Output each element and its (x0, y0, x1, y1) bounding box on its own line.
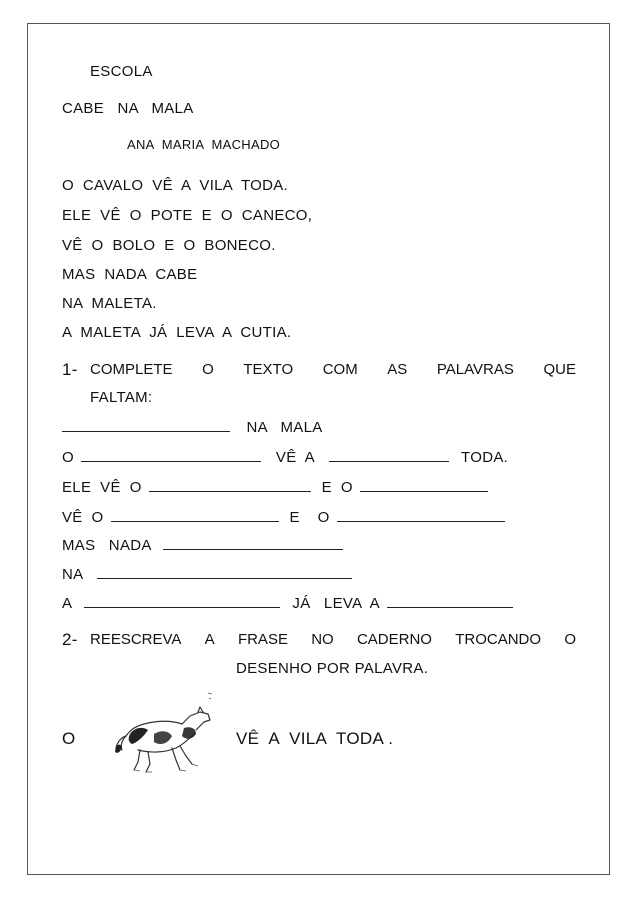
fill-text: E O (289, 509, 330, 526)
instruction-word: COM (322, 361, 358, 378)
instruction-word: NO (311, 631, 334, 648)
answer-blank[interactable] (111, 509, 279, 522)
fill-text: O (62, 449, 74, 466)
instruction-word: CADERNO (356, 631, 432, 648)
story-line: NA MALETA. (62, 295, 157, 312)
exercise-1-instruction-cont: FALTAM: (90, 389, 153, 406)
fill-line-1 (62, 419, 323, 436)
answer-blank[interactable] (337, 509, 505, 522)
fill-text: NA MALA (246, 419, 323, 436)
exercise-2-instruction (90, 631, 576, 648)
fill-text: E O (321, 479, 353, 496)
fill-line-2 (62, 449, 508, 466)
instruction-word: TEXTO (243, 361, 294, 378)
fill-line-5 (62, 537, 343, 554)
answer-blank[interactable] (360, 479, 488, 492)
story-line: ELE VÊ O POTE E O CANECO, (62, 207, 313, 224)
story-line: VÊ O BOLO E O BONECO. (62, 237, 276, 254)
answer-blank[interactable] (163, 537, 343, 550)
fill-text: TODA. (461, 449, 509, 466)
story-title: CABE NA MALA (62, 100, 194, 117)
answer-blank[interactable] (149, 479, 311, 492)
story-line: O CAVALO VÊ A VILA TODA. (62, 177, 289, 194)
fill-line-7 (62, 595, 513, 612)
instruction-word: AS (387, 361, 408, 378)
instruction-word: O (202, 361, 214, 378)
fill-text: A (62, 595, 72, 612)
instruction-word: REESCREVA (90, 631, 182, 648)
fill-text: ELE VÊ O (62, 479, 142, 496)
fill-line-6 (62, 566, 352, 583)
sentence-start: O (62, 729, 76, 748)
instruction-word: QUE (543, 361, 576, 378)
fill-text: VÊ O (62, 509, 104, 526)
story-line: MAS NADA CABE (62, 266, 198, 283)
exercise-2-instruction-cont: DESENHO POR PALAVRA. (236, 660, 429, 677)
fill-text: VÊ A (275, 449, 315, 466)
instruction-word: PALAVRAS (436, 361, 514, 378)
instruction-word: FRASE (237, 631, 288, 648)
story-line: A MALETA JÁ LEVA A CUTIA. (62, 324, 292, 341)
answer-blank[interactable] (329, 449, 449, 462)
exercise-1-number: 1- (62, 360, 78, 379)
answer-blank[interactable] (81, 449, 261, 462)
horse-drawing (110, 690, 222, 780)
instruction-word: COMPLETE (90, 361, 173, 378)
answer-blank[interactable] (84, 595, 280, 608)
answer-blank[interactable] (97, 566, 352, 579)
instruction-word: TROCANDO (455, 631, 542, 648)
fill-text: JÁ LEVA A (292, 595, 380, 612)
school-label: ESCOLA (90, 63, 153, 80)
answer-blank[interactable] (387, 595, 513, 608)
author-name: ANA MARIA MACHADO (127, 137, 281, 152)
exercise-1-instruction (90, 361, 576, 378)
fill-text: NA (62, 566, 83, 583)
exercise-2-number: 2- (62, 630, 78, 649)
answer-blank[interactable] (62, 419, 230, 432)
instruction-word: O (564, 631, 576, 648)
instruction-word: A (204, 631, 215, 648)
fill-line-3 (62, 479, 488, 496)
sentence-end: VÊ A VILA TODA . (236, 729, 394, 748)
fill-line-4 (62, 509, 505, 526)
fill-text: MAS NADA (62, 537, 151, 554)
